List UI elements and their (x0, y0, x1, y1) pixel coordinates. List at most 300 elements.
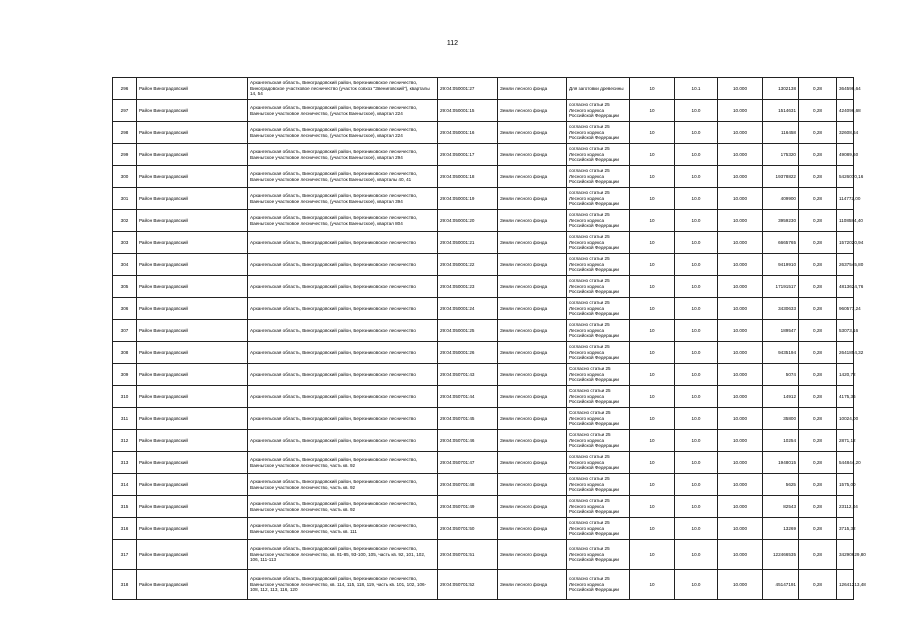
permitted-use-cell: Согласно статьи 25 Лесного кодекса Российской Федерации (567, 364, 630, 386)
use-code-cell: 10.000 (718, 320, 763, 342)
rate-cell: 0,28 (799, 298, 837, 320)
rate-cell: 0,28 (799, 496, 837, 518)
use-code-cell: 10.000 (718, 254, 763, 276)
area-cell: 17191517 (763, 276, 799, 298)
subgroup-code-cell: 10.0 (675, 364, 718, 386)
row-number: 318 (113, 570, 137, 600)
permitted-use-cell: согласно статьи 25 Лесного кодекса Российской Федерации (567, 276, 630, 298)
table-row (113, 364, 854, 386)
group-code-cell: 10 (630, 430, 675, 452)
table-row (113, 570, 854, 600)
cadastral-value-cell: 10024,00 (837, 408, 854, 430)
land-category-cell: Земли лесного фонда (498, 518, 567, 540)
rate-cell: 0,28 (799, 364, 837, 386)
use-code-cell: 10.000 (718, 408, 763, 430)
table-row (113, 342, 854, 364)
use-code-cell: 10.000 (718, 342, 763, 364)
land-category-cell: Земли лесного фонда (498, 188, 567, 210)
rate-cell: 0,28 (799, 320, 837, 342)
cadastral-value-cell: 1575,00 (837, 474, 854, 496)
subgroup-code-cell: 10.0 (675, 430, 718, 452)
table-row (113, 496, 854, 518)
subgroup-code-cell: 10.0 (675, 144, 718, 166)
district-cell: Район Виноградовский (137, 342, 248, 364)
permitted-use-cell: согласно статьи 25 Лесного кодекса Российской Федерации (567, 100, 630, 122)
use-code-cell: 10.000 (718, 540, 763, 570)
area-cell: 1514631 (763, 100, 799, 122)
subgroup-code-cell: 10.0 (675, 518, 718, 540)
group-code-cell: 10 (630, 78, 675, 100)
area-cell: 1948015 (763, 452, 799, 474)
subgroup-code-cell: 10.0 (675, 474, 718, 496)
permitted-use-cell: согласно статьи 25 Лесного кодекса Российской Федерации (567, 540, 630, 570)
permitted-use-cell: согласно статьи 25 Лесного кодекса Российской Федерации (567, 254, 630, 276)
row-number: 303 (113, 232, 137, 254)
table-row (113, 518, 854, 540)
cadastral-value-cell: 114772,00 (837, 188, 854, 210)
area-cell: 35800 (763, 408, 799, 430)
cadastral-value-cell: 5426070,16 (837, 166, 854, 188)
permitted-use-cell: Для заготовки древесины (567, 78, 630, 100)
subgroup-code-cell: 10.0 (675, 122, 718, 144)
land-category-cell: Земли лесного фонда (498, 474, 567, 496)
table-row (113, 430, 854, 452)
rate-cell: 0,28 (799, 518, 837, 540)
cadastral-number-cell: 29:04:050701:46 (438, 430, 498, 452)
address-cell: Архангельская область, Виноградовский район, Березниковское лесничество, Ваеньгское участковое лесничество, часть кв. 92 (248, 496, 438, 518)
group-code-cell: 10 (630, 144, 675, 166)
cadastral-number-cell: 29:04:050701:47 (438, 452, 498, 474)
land-category-cell: Земли лесного фонда (498, 342, 567, 364)
cadastral-number-cell: 29:04:050001:27 (438, 78, 498, 100)
cadastral-value-cell: 4175,36 (837, 386, 854, 408)
land-category-cell: Земли лесного фонда (498, 144, 567, 166)
area-cell: 13269 (763, 518, 799, 540)
land-category-cell: Земли лесного фонда (498, 408, 567, 430)
table-row (113, 298, 854, 320)
row-number: 313 (113, 452, 137, 474)
rate-cell: 0,28 (799, 78, 837, 100)
subgroup-code-cell: 10.0 (675, 298, 718, 320)
permitted-use-cell: согласно статьи 25 Лесного кодекса Российской Федерации (567, 210, 630, 232)
subgroup-code-cell: 10.0 (675, 452, 718, 474)
land-category-cell: Земли лесного фонда (498, 78, 567, 100)
use-code-cell: 10.000 (718, 188, 763, 210)
table-row (113, 166, 854, 188)
cadastral-value-cell: 544844,20 (837, 452, 854, 474)
row-number: 310 (113, 386, 137, 408)
permitted-use-cell: согласно статьи 25 Лесного кодекса Российской Федерации (567, 518, 630, 540)
district-cell: Район Виноградовский (137, 386, 248, 408)
district-cell: Район Виноградовский (137, 474, 248, 496)
rate-cell: 0,28 (799, 540, 837, 570)
district-cell: Район Виноградовский (137, 166, 248, 188)
row-number: 314 (113, 474, 137, 496)
subgroup-code-cell: 10.0 (675, 320, 718, 342)
district-cell: Район Виноградовский (137, 518, 248, 540)
address-cell: Архангельская область, Виноградовский район, Березниковское лесничество, Ваеньгское участковое лесничество, (участок Ваеньгское), квартал 294 (248, 144, 438, 166)
permitted-use-cell: согласно статьи 25 Лесного кодекса Российской Федерации (567, 144, 630, 166)
land-category-cell: Земли лесного фонда (498, 540, 567, 570)
area-cell: 6665765 (763, 232, 799, 254)
cadastral-value-cell: 960577,24 (837, 298, 854, 320)
table-row (113, 122, 854, 144)
cadastral-value-cell: 1572020,94 (837, 232, 854, 254)
subgroup-code-cell: 10.0 (675, 540, 718, 570)
subgroup-code-cell: 10.0 (675, 210, 718, 232)
land-category-cell: Земли лесного фонда (498, 452, 567, 474)
land-category-cell: Земли лесного фонда (498, 254, 567, 276)
table-row (113, 540, 854, 570)
permitted-use-cell: согласно статьи 25 Лесного кодекса Российской Федерации (567, 166, 630, 188)
rate-cell: 0,28 (799, 386, 837, 408)
area-cell: 5625 (763, 474, 799, 496)
row-number: 312 (113, 430, 137, 452)
address-cell: Архангельская область, Виноградовский район, Березниковское лесничество (248, 298, 438, 320)
cadastral-number-cell: 29:04:050001:17 (438, 144, 498, 166)
cadastral-number-cell: 29:04:050001:16 (438, 122, 498, 144)
cadastral-number-cell: 29:04:050001:23 (438, 276, 498, 298)
rate-cell: 0,28 (799, 210, 837, 232)
land-category-cell: Земли лесного фонда (498, 166, 567, 188)
table-row (113, 320, 854, 342)
group-code-cell: 10 (630, 386, 675, 408)
district-cell: Район Виноградовский (137, 144, 248, 166)
row-number: 298 (113, 122, 137, 144)
use-code-cell: 10.000 (718, 430, 763, 452)
area-cell: 122466535 (763, 540, 799, 570)
group-code-cell: 10 (630, 474, 675, 496)
district-cell: Район Виноградовский (137, 496, 248, 518)
cadastral-number-cell: 29:04:050701:50 (438, 518, 498, 540)
land-category-cell: Земли лесного фонда (498, 364, 567, 386)
cadastral-number-cell: 29:04:050701:49 (438, 496, 498, 518)
area-cell: 3430633 (763, 298, 799, 320)
permitted-use-cell: Согласно статьи 25 Лесного кодекса Российской Федерации (567, 386, 630, 408)
group-code-cell: 10 (630, 570, 675, 600)
area-cell: 45147191 (763, 570, 799, 600)
cadastral-number-cell: 29:04:050701:43 (438, 364, 498, 386)
land-category-cell: Земли лесного фонда (498, 496, 567, 518)
table-row (113, 386, 854, 408)
cadastral-value-cell: 32608,64 (837, 122, 854, 144)
land-category-cell: Земли лесного фонда (498, 430, 567, 452)
rate-cell: 0,28 (799, 276, 837, 298)
row-number: 316 (113, 518, 137, 540)
area-cell: 14912 (763, 386, 799, 408)
cadastral-value-cell: 2641854,32 (837, 342, 854, 364)
land-category-cell: Земли лесного фонда (498, 122, 567, 144)
rate-cell: 0,28 (799, 254, 837, 276)
address-cell: Архангельская область, Виноградовский район, Березниковское лесничество, Ваеньгское участковое лесничество, часть кв. 111 (248, 518, 438, 540)
district-cell: Район Виноградовский (137, 452, 248, 474)
row-number: 305 (113, 276, 137, 298)
address-cell: Архангельская область, Виноградовский район, Березниковское лесничество (248, 254, 438, 276)
row-number: 304 (113, 254, 137, 276)
rate-cell: 0,28 (799, 100, 837, 122)
cadastral-value-cell: 23112,04 (837, 496, 854, 518)
rate-cell: 0,28 (799, 452, 837, 474)
permitted-use-cell: согласно статьи 25 Лесного кодекса Российской Федерации (567, 188, 630, 210)
area-cell: 3959230 (763, 210, 799, 232)
district-cell: Район Виноградовский (137, 188, 248, 210)
row-number: 315 (113, 496, 137, 518)
permitted-use-cell: согласно статьи 25 Лесного кодекса Российской Федерации (567, 232, 630, 254)
group-code-cell: 10 (630, 166, 675, 188)
row-number: 302 (113, 210, 137, 232)
group-code-cell: 10 (630, 122, 675, 144)
group-code-cell: 10 (630, 320, 675, 342)
group-code-cell: 10 (630, 254, 675, 276)
subgroup-code-cell: 10.0 (675, 276, 718, 298)
area-cell: 5074 (763, 364, 799, 386)
subgroup-code-cell: 10.0 (675, 342, 718, 364)
rate-cell: 0,28 (799, 188, 837, 210)
subgroup-code-cell: 10.0 (675, 232, 718, 254)
table-row (113, 144, 854, 166)
use-code-cell: 10.000 (718, 232, 763, 254)
use-code-cell: 10.000 (718, 386, 763, 408)
area-cell: 9435194 (763, 342, 799, 364)
address-cell: Архангельская область, Виноградовский район, Березниковское лесничество, Ваеньгское участковое лесничество, кв. 114, 115, 118, 119, часть кв. 101, 102, 106-108, 112, 113, 116, 120 (248, 570, 438, 600)
rate-cell: 0,28 (799, 474, 837, 496)
permitted-use-cell: согласно статьи 25 Лесного кодекса Российской Федерации (567, 452, 630, 474)
group-code-cell: 10 (630, 342, 675, 364)
district-cell: Район Виноградовский (137, 540, 248, 570)
permitted-use-cell: согласно статьи 25 Лесного кодекса Российской Федерации (567, 474, 630, 496)
row-number: 308 (113, 342, 137, 364)
table-row (113, 232, 854, 254)
permitted-use-cell: Согласно статьи 25 Лесного кодекса Российской Федерации (567, 430, 630, 452)
rate-cell: 0,28 (799, 430, 837, 452)
table-row (113, 452, 854, 474)
group-code-cell: 10 (630, 452, 675, 474)
use-code-cell: 10.000 (718, 122, 763, 144)
area-cell: 175320 (763, 144, 799, 166)
cadastral-number-cell: 29:04:050701:52 (438, 570, 498, 600)
cadastral-number-cell: 29:04:050701:48 (438, 474, 498, 496)
district-cell: Район Виноградовский (137, 78, 248, 100)
address-cell: Архангельская область, Виноградовский район, Березниковское лесничество, Ваеньгское участковое лесничество, (участок Ваеньгское), кварталы 40, 41 (248, 166, 438, 188)
use-code-cell: 10.000 (718, 474, 763, 496)
row-number: 296 (113, 78, 137, 100)
area-cell: 1302138 (763, 78, 799, 100)
district-cell: Район Виноградовский (137, 298, 248, 320)
group-code-cell: 10 (630, 232, 675, 254)
cadastral-number-cell: 29:04:050701:44 (438, 386, 498, 408)
permitted-use-cell: согласно статьи 25 Лесного кодекса Российской Федерации (567, 320, 630, 342)
cadastral-number-cell: 29:04:050701:45 (438, 408, 498, 430)
cadastral-value-cell: 1420,72 (837, 364, 854, 386)
cadastral-value-cell: 53073,16 (837, 320, 854, 342)
area-cell: 19378822 (763, 166, 799, 188)
subgroup-code-cell: 10.0 (675, 496, 718, 518)
row-number: 311 (113, 408, 137, 430)
area-cell: 82543 (763, 496, 799, 518)
group-code-cell: 10 (630, 540, 675, 570)
area-cell: 10254 (763, 430, 799, 452)
cadastral-value-cell: 4813624,76 (837, 276, 854, 298)
table-row (113, 100, 854, 122)
rate-cell: 0,28 (799, 570, 837, 600)
land-category-cell: Земли лесного фонда (498, 210, 567, 232)
address-cell: Архангельская область, Виноградовский район, Березниковское лесничество (248, 276, 438, 298)
rate-cell: 0,28 (799, 166, 837, 188)
use-code-cell: 10.000 (718, 518, 763, 540)
use-code-cell: 10.000 (718, 364, 763, 386)
table-row (113, 254, 854, 276)
rate-cell: 0,28 (799, 144, 837, 166)
cadastral-number-cell: 29:04:050001:21 (438, 232, 498, 254)
cadastral-number-cell: 29:04:050001:19 (438, 188, 498, 210)
address-cell: Архангельская область, Виноградовский район, Березниковское лесничество (248, 386, 438, 408)
row-number: 307 (113, 320, 137, 342)
cadastral-value-cell: 3715,32 (837, 518, 854, 540)
cadastral-value-cell: 49089,60 (837, 144, 854, 166)
row-number: 297 (113, 100, 137, 122)
use-code-cell: 10.000 (718, 298, 763, 320)
table-row (113, 276, 854, 298)
district-cell: Район Виноградовский (137, 210, 248, 232)
district-cell: Район Виноградовский (137, 570, 248, 600)
row-number: 306 (113, 298, 137, 320)
use-code-cell: 10.000 (718, 100, 763, 122)
address-cell: Архангельская область, Виноградовский район, Березниковское лесничество, Ваеньгское участковое лесничество, часть кв. 92 (248, 474, 438, 496)
rate-cell: 0,28 (799, 342, 837, 364)
district-cell: Район Виноградовский (137, 320, 248, 342)
subgroup-code-cell: 10.0 (675, 254, 718, 276)
cadastral-value-table (112, 77, 866, 600)
cadastral-value-cell: 424096,68 (837, 100, 854, 122)
district-cell: Район Виноградовский (137, 232, 248, 254)
cadastral-value-cell: 364598,64 (837, 78, 854, 100)
permitted-use-cell: согласно статьи 25 Лесного кодекса Российской Федерации (567, 298, 630, 320)
group-code-cell: 10 (630, 100, 675, 122)
district-cell: Район Виноградовский (137, 430, 248, 452)
use-code-cell: 10.000 (718, 210, 763, 232)
area-cell: 116458 (763, 122, 799, 144)
use-code-cell: 10.000 (718, 276, 763, 298)
address-cell: Архангельская область, Виноградовский район, Березниковское лесничество (248, 430, 438, 452)
use-code-cell: 10.000 (718, 570, 763, 600)
district-cell: Район Виноградовский (137, 408, 248, 430)
land-category-cell: Земли лесного фонда (498, 386, 567, 408)
rate-cell: 0,28 (799, 232, 837, 254)
rate-cell: 0,28 (799, 122, 837, 144)
address-cell: Архангельская область, Виноградовский район, Березниковское лесничество (248, 320, 438, 342)
address-cell: Архангельская область, Виноградовский район, Березниковское лесничество (248, 364, 438, 386)
permitted-use-cell: согласно статьи 25 Лесного кодекса Российской Федерации (567, 342, 630, 364)
table-row (113, 78, 854, 100)
address-cell: Архангельская область, Виноградовский район, Березниковское лесничество, Ваеньгское участковое лесничество, часть кв. 92 (248, 452, 438, 474)
cadastral-number-cell: 29:04:050701:51 (438, 540, 498, 570)
table-row (113, 210, 854, 232)
use-code-cell: 10.000 (718, 166, 763, 188)
address-cell: Архангельская область, Виноградовский район, Березниковское лесничество, Ваеньгское участковое лесничество, (участок Ваеньгское), квартал 394 (248, 188, 438, 210)
address-cell: Архангельская область, Виноградовский район, Березниковское лесничество, Ваеньгское участковое лесничество, кв. 81-85, 93-100, 105, часть кв. 92, 101, 102, 106, 111-113 (248, 540, 438, 570)
group-code-cell: 10 (630, 210, 675, 232)
land-category-cell: Земли лесного фонда (498, 320, 567, 342)
district-cell: Район Виноградовский (137, 364, 248, 386)
cadastral-number-cell: 29:04:050001:20 (438, 210, 498, 232)
land-category-cell: Земли лесного фонда (498, 570, 567, 600)
land-category-cell: Земли лесного фонда (498, 100, 567, 122)
group-code-cell: 10 (630, 408, 675, 430)
subgroup-code-cell: 10.0 (675, 386, 718, 408)
cadastral-value-cell: 2637545,80 (837, 254, 854, 276)
district-cell: Район Виноградовский (137, 276, 248, 298)
subgroup-code-cell: 10.0 (675, 100, 718, 122)
area-cell: 189547 (763, 320, 799, 342)
area-cell: 9419910 (763, 254, 799, 276)
cadastral-number-cell: 29:04:050001:18 (438, 166, 498, 188)
use-code-cell: 10.000 (718, 496, 763, 518)
table-row (113, 408, 854, 430)
row-number: 299 (113, 144, 137, 166)
address-cell: Архангельская область, Виноградовский район, Березниковское лесничество, Ваеньгское участковое лесничество, (участок Ваеньгское), квартал 804 (248, 210, 438, 232)
address-cell: Архангельская область, Виноградовский район, Березниковское лесничество (248, 342, 438, 364)
address-cell: Архангельская область, Виноградовский район, Березниковское лесничество, Ваеньгское участковое лесничество, (участок Ваеньгское), квартал 224 (248, 122, 438, 144)
group-code-cell: 10 (630, 518, 675, 540)
address-cell: Архангельская область, Виноградовский район, Березниковское лесничество (248, 408, 438, 430)
district-cell: Район Виноградовский (137, 254, 248, 276)
subgroup-code-cell: 10.0 (675, 570, 718, 600)
area-cell: 409900 (763, 188, 799, 210)
subgroup-code-cell: 10.0 (675, 188, 718, 210)
table-row (113, 474, 854, 496)
rate-cell: 0,28 (799, 408, 837, 430)
land-category-cell: Земли лесного фонда (498, 298, 567, 320)
subgroup-code-cell: 10.1 (675, 78, 718, 100)
group-code-cell: 10 (630, 496, 675, 518)
row-number: 301 (113, 188, 137, 210)
cadastral-value-cell: 34290629,80 (837, 540, 854, 570)
group-code-cell: 10 (630, 276, 675, 298)
district-cell: Район Виноградовский (137, 122, 248, 144)
page-number: 112 (446, 40, 459, 47)
land-category-cell: Земли лесного фонда (498, 276, 567, 298)
cadastral-number-cell: 29:04:050001:15 (438, 100, 498, 122)
address-cell: Архангельская область, Виноградовский район, Березниковское лесничество (248, 232, 438, 254)
cadastral-value-cell: 1108584,40 (837, 210, 854, 232)
land-category-cell: Земли лесного фонда (498, 232, 567, 254)
cadastral-number-cell: 29:04:050001:25 (438, 320, 498, 342)
cadastral-number-cell: 29:04:050001:26 (438, 342, 498, 364)
group-code-cell: 10 (630, 298, 675, 320)
subgroup-code-cell: 10.0 (675, 408, 718, 430)
address-cell: Архангельская область, Виноградовский район, Березниковское лесничество, Ваеньгское участковое лесничество, (участок Ваеньгское), квартал 224 (248, 100, 438, 122)
row-number: 309 (113, 364, 137, 386)
row-number: 300 (113, 166, 137, 188)
row-number: 317 (113, 540, 137, 570)
table-row (113, 188, 854, 210)
group-code-cell: 10 (630, 188, 675, 210)
permitted-use-cell: Согласно статьи 25 Лесного кодекса Российской Федерации (567, 408, 630, 430)
group-code-cell: 10 (630, 364, 675, 386)
subgroup-code-cell: 10.0 (675, 166, 718, 188)
address-cell: Архангельская область, Виноградовский район, Березниковское лесничество, Виноградовское участковое лесничество (участок совхоз "Звениговский"), кварталы 14, 54 (248, 78, 438, 100)
permitted-use-cell: согласно статьи 25 Лесного кодекса Российской Федерации (567, 570, 630, 600)
use-code-cell: 10.000 (718, 452, 763, 474)
use-code-cell: 10.000 (718, 78, 763, 100)
cadastral-number-cell: 29:04:050001:22 (438, 254, 498, 276)
use-code-cell: 10.000 (718, 144, 763, 166)
cadastral-value-cell: 2871,12 (837, 430, 854, 452)
permitted-use-cell: согласно статьи 25 Лесного кодекса Российской Федерации (567, 122, 630, 144)
permitted-use-cell: согласно статьи 25 Лесного кодекса Российской Федерации (567, 496, 630, 518)
cadastral-number-cell: 29:04:050001:24 (438, 298, 498, 320)
district-cell: Район Виноградовский (137, 100, 248, 122)
